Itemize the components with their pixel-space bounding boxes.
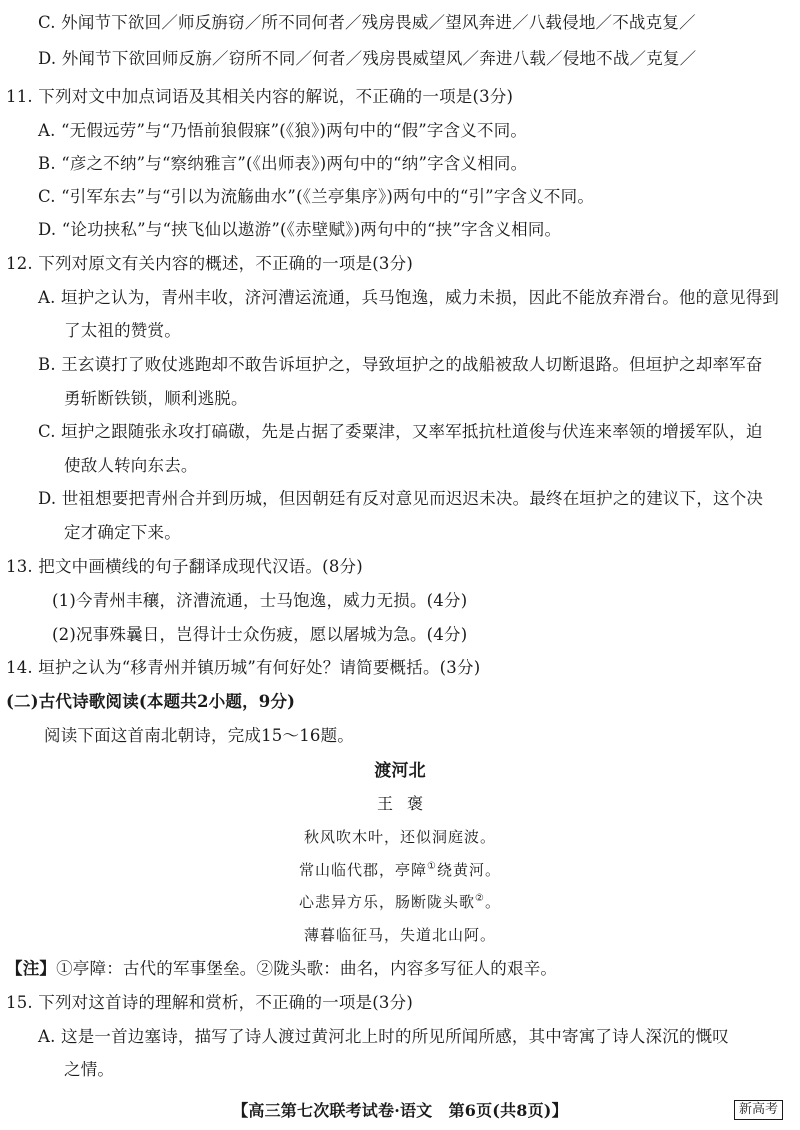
q10-option-c: C. 外闻节下欲回／师反旃窃／所不同何者／残房畏威／望风奔进／八载侵地／不战克复／ — [38, 13, 696, 32]
q11-option-b: B. “彦之不纳”与“察纳雅言”(《出师表》)两句中的“纳”字含义相同。 — [38, 154, 528, 173]
poem-line-3-b: 。 — [484, 893, 501, 911]
page-footer: 【高三第七次联考试卷·语文 第6页(共8页)】 — [232, 1101, 568, 1120]
footnote-mark-2: ② — [475, 893, 485, 904]
q11-stem: 11. 下列对文中加点词语及其相关内容的解说，不正确的一项是(3分) — [6, 87, 514, 106]
poem-line-2-b: 绕黄河。 — [436, 861, 501, 879]
poem-note — [6, 958, 557, 980]
q13-item-2: (2)况事殊曩日，岂得计士众伤疲，愿以屠城为急。(4分) — [52, 625, 468, 644]
q13-item-1: (1)今青州丰穰，济漕流通，士马饱逸，威力无损。(4分) — [52, 591, 468, 610]
section-heading: (二)古代诗歌阅读(本题共2小题，9分) — [6, 692, 296, 711]
q12-option-d: D. 世祖想要把青州合并到历城，但因朝廷有反对意见而迟迟未决。最终在垣护之的建议下，这个决 — [38, 489, 764, 508]
q12-option-a-cont: 了太祖的赞赏。 — [64, 321, 181, 340]
q13-stem: 13. 把文中画横线的句子翻译成现代汉语。(8分) — [6, 557, 363, 576]
section-instruction: 阅读下面这首南北朝诗，完成15～16题。 — [44, 726, 354, 745]
q11-option-d: D. “论功挟私”与“挟飞仙以遨游”(《赤壁赋》)两句中的“挟”字含义相同。 — [38, 220, 562, 239]
poem-line-4: 薄暮临征马，失道北山阿。 — [303, 926, 496, 944]
poem-line-1: 秋风吹木叶，还似洞庭波。 — [303, 828, 496, 846]
q12-option-b: B. 王玄谟打了败仗逃跑却不敢告诉垣护之，导致垣护之的战船被敌人切断退路。但垣护之却率军奋 — [38, 355, 763, 374]
poem-author: 王褒 — [376, 794, 437, 813]
note-text: ①亭障：古代的军事堡垒。②陇头歌：曲名，内容多写征人的艰辛。 — [56, 959, 558, 978]
poem-line-3-a: 心悲异方乐，肠断陇头歌 — [299, 893, 476, 911]
poem-line-2 — [0, 859, 800, 881]
q12-stem: 12. 下列对原文有关内容的概述，不正确的一项是(3分) — [6, 254, 413, 273]
q12-option-b-cont: 勇斩断铁锁，顺利逃脱。 — [64, 389, 248, 408]
q12-option-d-cont: 定才确定下来。 — [64, 523, 181, 542]
footnote-mark-1: ① — [427, 861, 437, 872]
q12-option-c-cont: 使敌人转向东去。 — [64, 456, 198, 475]
q14-stem: 14. 垣护之认为“移青州并镇历城”有何好处？请简要概括。(3分) — [6, 658, 481, 677]
q11-option-a: A. “无假远劳”与“乃悟前狼假寐”(《狼》)两句中的“假”字含义不同。 — [38, 121, 528, 140]
q10-option-d: D. 外闻节下欲回师反旃／窃所不同／何者／残房畏威望风／奔进八载／侵地不战／克复／ — [38, 49, 697, 68]
q15-option-a-cont: 之情。 — [64, 1060, 115, 1079]
q11-option-c: C. “引军东去”与“引以为流觞曲水”(《兰亭集序》)两句中的“引”字含义不同。 — [38, 187, 595, 206]
poem-line-2-a: 常山临代郡，亭障 — [299, 861, 428, 879]
poem-line-3 — [0, 891, 800, 913]
note-label: 【注】 — [6, 959, 57, 978]
poem-title: 渡河北 — [374, 761, 426, 781]
q12-option-c: C. 垣护之跟随张永攻打碻磝，先是占据了委粟津，又率军抵抗杜道俊与伏连来率领的增援军队，迫 — [38, 422, 763, 441]
q12-option-a: A. 垣护之认为，青州丰收，济河漕运流通，兵马饱逸，威力未损，因此不能放弃滑台。他的意见得到 — [38, 288, 780, 307]
exam-badge: 新高考 — [734, 1100, 783, 1120]
q15-option-a: A. 这是一首边塞诗，描写了诗人渡过黄河北上时的所见所闻所感，其中寄寓了诗人深沉的慨叹 — [38, 1027, 730, 1046]
q15-stem: 15. 下列对这首诗的理解和赏析，不正确的一项是(3分) — [6, 993, 413, 1012]
